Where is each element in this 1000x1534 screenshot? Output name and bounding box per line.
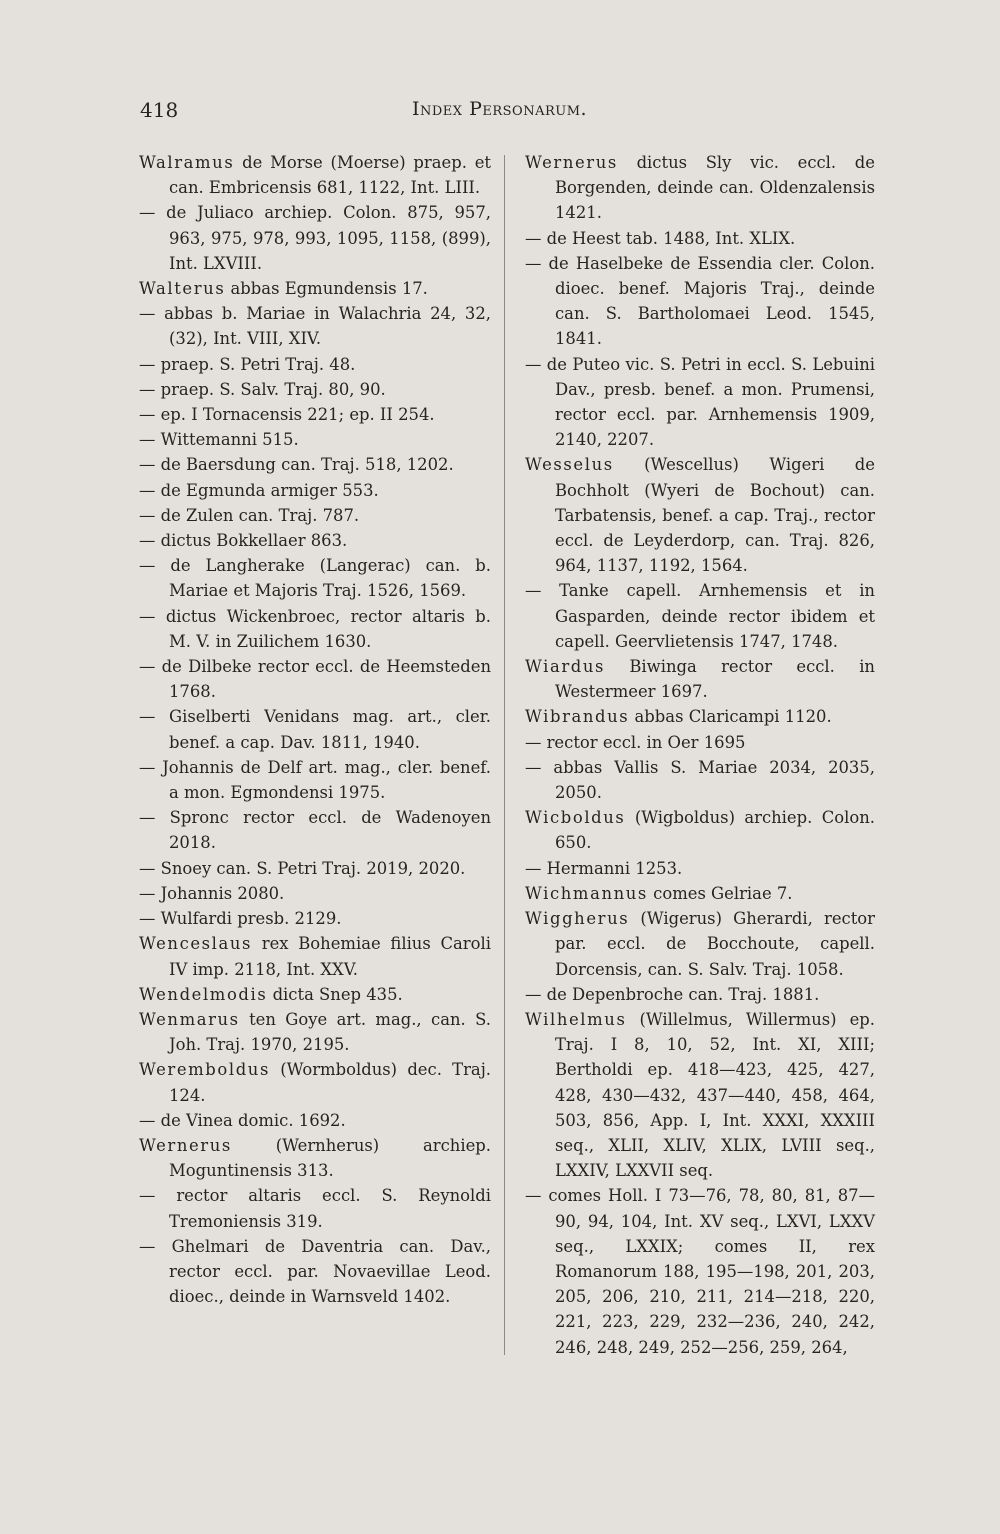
- entry-text: — Wittemanni 515.: [139, 430, 299, 450]
- entry-text: — abbas Vallis S. Mariae 2034, 2035, 2050.: [525, 757, 875, 803]
- entry-text: — Hermanni 1253.: [525, 858, 683, 878]
- entry-text: (Wigerus) Gherardi, rector par. eccl. de Bocchoute, capell. Dorcensis, can. S. Salv. Traj. 1058.: [555, 909, 875, 979]
- index-entry: [525, 1183, 875, 1359]
- page-number: 418: [140, 98, 179, 122]
- entry-text: abbas Claricampi 1120.: [629, 707, 832, 727]
- entry-text: — de Langherake (Langerac) can. b. Mariae et Majoris Traj. 1526, 1569.: [139, 556, 491, 601]
- index-entry: [139, 1007, 491, 1057]
- index-entry: [139, 377, 491, 402]
- entry-text: dicta Snep 435.: [267, 984, 403, 1004]
- index-entry: [139, 553, 491, 603]
- entry-headword: Wibrandus: [525, 707, 630, 727]
- entry-text: — dictus Bokkellaer 863.: [139, 531, 348, 551]
- entry-text: — abbas b. Mariae in Walachria 24, 32, (32), Int. VIII, XIV.: [139, 304, 491, 349]
- entry-text: — comes Holl. I 73—76, 78, 80, 81, 87—90, 94, 104, Int. XV seq., LXVI, LXXV seq., LXXIX; comes II, rex Romanorum 188, 195—198, 201, 203, 205, 206, 210, 211, 214—218, 220, 221, 223, 229, 232—236, 240, 242, 246, 248, 249, 252—256, 259, 264,: [525, 1186, 875, 1357]
- index-entry: [139, 452, 491, 477]
- index-entry: [525, 704, 875, 729]
- entry-text: — de Puteo vic. S. Petri in eccl. S. Lebuini Dav., presb. benef. a mon. Prumensi, rector eccl. par. Arnhemensis 1909, 2140, 2207.: [525, 354, 875, 450]
- index-entry: [525, 982, 875, 1007]
- index-entry: [139, 528, 491, 553]
- entry-text: — de Heest tab. 1488, Int. XLIX.: [525, 228, 796, 248]
- index-entry: [525, 906, 875, 982]
- index-entry: [525, 578, 875, 654]
- entry-headword: Wendelmodis: [139, 984, 268, 1004]
- index-entry: [139, 982, 491, 1007]
- index-entry: [525, 805, 875, 855]
- index-entry: [139, 805, 491, 855]
- entry-text: — Ghelmari de Daventria can. Dav., rector eccl. par. Novaevillae Leod. dioec., deinde in Warnsveld 1402.: [139, 1236, 491, 1307]
- entry-text: — de Dilbeke rector eccl. de Heemsteden 1768.: [139, 657, 491, 702]
- index-entry: [139, 881, 491, 906]
- entry-text: — Giselberti Venidans mag. art., cler. benef. a cap. Dav. 1811, 1940.: [139, 707, 491, 752]
- index-entry: [139, 1133, 491, 1183]
- index-entry: [139, 931, 491, 981]
- index-entry: [525, 226, 875, 251]
- running-title: Index Personarum.: [412, 98, 588, 120]
- left-column: [139, 150, 491, 1309]
- entry-text: — de Depenbroche can. Traj. 1881.: [525, 984, 820, 1004]
- index-entry: [139, 654, 491, 704]
- entry-headword: Wicboldus: [525, 808, 626, 828]
- index-entry: [139, 604, 491, 654]
- index-entry: [139, 301, 491, 351]
- entry-text: — Johannis de Delf art. mag., cler. benef. a mon. Egmondensi 1975.: [139, 757, 491, 803]
- entry-text: — Spronc rector eccl. de Wadenoyen 2018.: [139, 808, 491, 853]
- index-entry: [139, 704, 491, 754]
- entry-text: — Snoey can. S. Petri Traj. 2019, 2020.: [139, 858, 466, 878]
- index-entry: [525, 150, 875, 226]
- index-entry: [139, 276, 491, 301]
- index-entry: [525, 881, 875, 906]
- entry-headword: Wernerus: [525, 153, 618, 172]
- entry-headword: Wiggherus: [525, 909, 630, 929]
- entry-text: Biwinga rector eccl. in Westermeer 1697.: [555, 657, 875, 702]
- entry-text: (Wernherus) archiep. Moguntinensis 313.: [169, 1135, 491, 1181]
- entry-headword: Wesselus: [525, 455, 614, 475]
- entry-text: — de Baersdung can. Traj. 518, 1202.: [139, 455, 454, 475]
- entry-text: de Morse (Moerse) praep. et can. Embricensis 681, 1122, Int. LIII.: [169, 153, 491, 198]
- index-entry: [525, 452, 875, 578]
- entry-text: — praep. S. Petri Traj. 48.: [139, 354, 356, 374]
- entry-text: — Johannis 2080.: [139, 883, 285, 903]
- index-entry: [525, 730, 875, 755]
- index-entry: [525, 1007, 875, 1183]
- index-entry: [525, 856, 875, 881]
- entry-headword: Wenceslaus: [139, 934, 253, 954]
- index-entry: [525, 654, 875, 704]
- entry-text: — Tanke capell. Arnhemensis et in Gasparden, deinde rector ibidem et capell. Geervlietensis 1747, 1748.: [525, 581, 875, 651]
- index-entry: [139, 150, 491, 200]
- entry-text: — rector eccl. in Oer 1695: [525, 732, 746, 752]
- index-entry: [525, 251, 875, 352]
- entry-text: (Wigboldus) archiep. Colon. 650.: [555, 808, 875, 853]
- entry-text: rex Bohemiae filius Caroli IV imp. 2118, Int. XXV.: [169, 934, 491, 979]
- index-entry: [139, 906, 491, 931]
- entry-text: — dictus Wickenbroec, rector altaris b. M. V. in Zuilichem 1630.: [139, 606, 491, 651]
- entry-headword: Walramus: [139, 153, 235, 172]
- entry-text: ten Goye art. mag., can. S. Joh. Traj. 1970, 2195.: [169, 1009, 491, 1055]
- entry-headword: Weremboldus: [139, 1060, 270, 1080]
- index-entry: [139, 352, 491, 377]
- index-entry: [139, 755, 491, 805]
- page-header: [140, 98, 860, 128]
- entry-text: — rector altaris eccl. S. Reynoldi Tremoniensis 319.: [139, 1186, 491, 1231]
- index-entry: [525, 352, 875, 453]
- entry-text: — de Egmunda armiger 553.: [139, 480, 379, 500]
- index-entry: [139, 1234, 491, 1310]
- entry-text: — de Juliaco archiep. Colon. 875, 957, 963, 975, 978, 993, 1095, 1158, (899), Int. LXVIII.: [139, 203, 491, 273]
- entry-text: (Willelmus, Willermus) ep. Traj. I 8, 10, 52, Int. XI, XIII; Bertholdi ep. 418—423, 425, 427, 428, 430—432, 437—440, 458, 464, 503, 856, App. I, Int. XXXI, XXXIII seq., XLII, XLIV, XLIX, LVIII seq., LXXIV, LXXVII seq.: [555, 1009, 875, 1181]
- index-entry: [139, 503, 491, 528]
- entry-text: — de Vinea domic. 1692.: [139, 1110, 346, 1130]
- entry-headword: Wenmarus: [139, 1009, 240, 1029]
- column-divider: [504, 155, 505, 1355]
- index-entry: [525, 755, 875, 805]
- entry-headword: Wilhelmus: [525, 1009, 627, 1029]
- entry-text: — ep. I Tornacensis 221; ep. II 254.: [139, 405, 435, 425]
- index-entry: [139, 402, 491, 427]
- entry-text: — praep. S. Salv. Traj. 80, 90.: [139, 379, 386, 399]
- index-entry: [139, 856, 491, 881]
- entry-text: dictus Sly vic. eccl. de Borgenden, deinde can. Oldenzalensis 1421.: [555, 153, 875, 223]
- index-entry: [139, 1057, 491, 1107]
- right-column: [525, 150, 875, 1360]
- entry-text: — de Haselbeke de Essendia cler. Colon. dioec. benef. Majoris Traj., deinde can. S. Bartholomaei Leod. 1545, 1841.: [525, 253, 875, 349]
- entry-text: abbas Egmundensis 17.: [225, 279, 428, 299]
- entry-text: (Wormboldus) dec. Traj. 124.: [169, 1060, 491, 1105]
- entry-headword: Wernerus: [139, 1135, 232, 1155]
- entry-headword: Walterus: [139, 279, 226, 299]
- index-entry: [139, 1183, 491, 1233]
- entry-text: comes Gelriae 7.: [647, 883, 793, 903]
- index-entry: [139, 1108, 491, 1133]
- index-entry: [139, 427, 491, 452]
- entry-text: (Wescellus) Wigeri de Bochholt (Wyeri de Bochout) can. Tarbatensis, benef. a cap. Traj., rector eccl. de Leyderdorp, can. Traj. 826, 964, 1137, 1192, 1564.: [555, 455, 875, 576]
- entry-headword: Wiardus: [525, 657, 606, 677]
- index-entry: [139, 478, 491, 503]
- entry-text: — Wulfardi presb. 2129.: [139, 909, 342, 929]
- entry-text: — de Zulen can. Traj. 787.: [139, 505, 360, 525]
- index-entry: [139, 200, 491, 276]
- entry-headword: Wichmannus: [525, 883, 648, 903]
